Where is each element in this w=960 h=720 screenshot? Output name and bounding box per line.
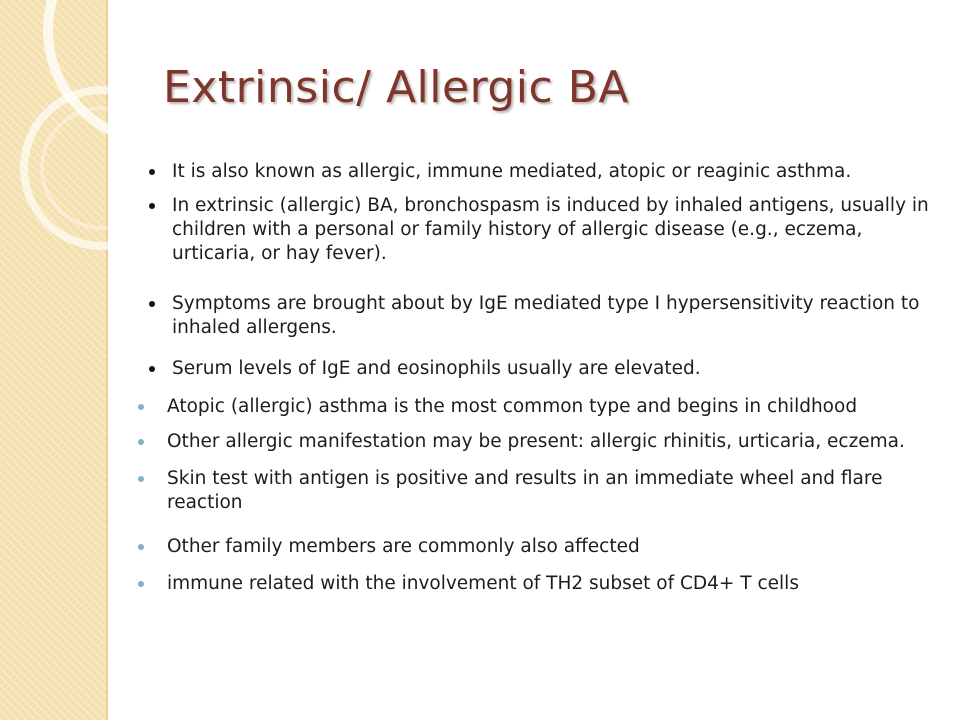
bullet-icon [149, 366, 155, 372]
list-item [167, 572, 937, 596]
list-item [172, 292, 942, 340]
list-item [167, 467, 927, 515]
bullet-text: It is also known as allergic, immune mediated, atopic or reaginic asthma. [172, 161, 852, 182]
bullet-icon [149, 169, 155, 175]
bullet-text: Symptoms are brought about by IgE mediated type I hypersensitivity reaction to inhaled allergens. [172, 293, 920, 338]
bullet-icon [138, 439, 144, 445]
bullet-icon [138, 476, 144, 482]
slide-title: Extrinsic/ Allergic BA [163, 62, 629, 113]
list-item [172, 160, 932, 184]
bullet-text: Atopic (allergic) asthma is the most common type and begins in childhood [167, 396, 858, 417]
bullet-icon [149, 203, 155, 209]
bullet-text: In extrinsic (allergic) BA, bronchospasm is induced by inhaled antigens, usually in children with a personal or family history of allergic disease (e.g., eczema, urticaria, or hay fever). [172, 195, 929, 264]
bullet-icon [149, 301, 155, 307]
bullet-text: Serum levels of IgE and eosinophils usually are elevated. [172, 358, 701, 379]
list-item [167, 535, 927, 559]
list-item [172, 357, 932, 381]
bullet-icon [138, 581, 144, 587]
bullet-icon [138, 544, 144, 550]
bullet-text: Other family members are commonly also affected [167, 536, 640, 557]
list-item [167, 395, 937, 419]
bullet-text: immune related with the involvement of TH2 subset of CD4+ T cells [167, 573, 799, 594]
list-item [172, 194, 942, 266]
list-item [167, 430, 937, 454]
bullet-text: Skin test with antigen is positive and results in an immediate wheel and flare reaction [167, 468, 883, 513]
bullet-text: Other allergic manifestation may be present: allergic rhinitis, urticaria, eczema. [167, 431, 905, 452]
bullet-icon [138, 404, 144, 410]
